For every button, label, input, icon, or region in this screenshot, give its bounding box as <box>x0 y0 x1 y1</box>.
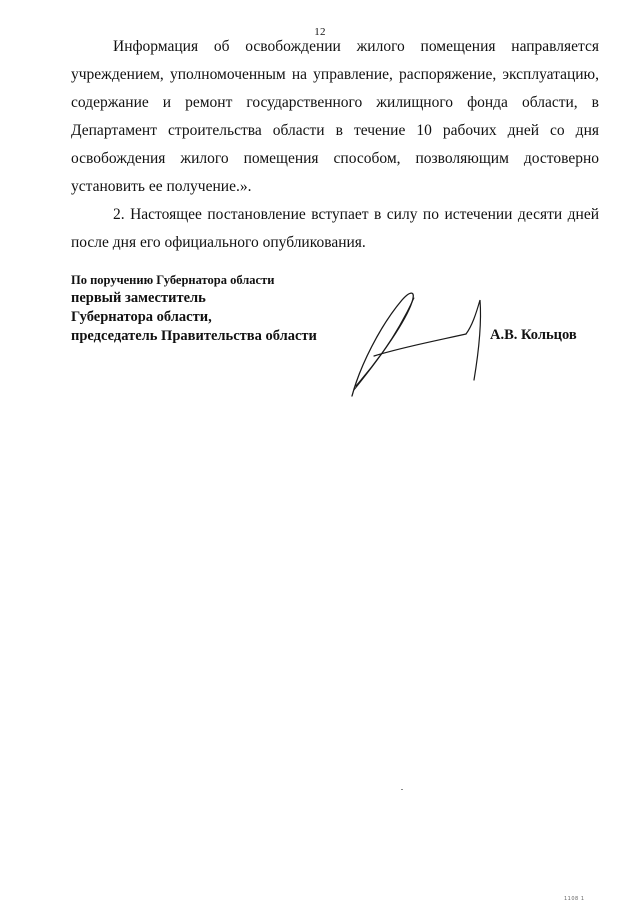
paragraph-line: Информация об освобождении жилого помещения направляется <box>113 38 599 55</box>
signer-name: А.В. Кольцов <box>490 327 577 343</box>
paragraph-line: установить ее получение.». <box>71 178 252 195</box>
page-number: 12 <box>314 26 326 38</box>
signature-block <box>71 271 317 346</box>
paragraph-line: учреждением, уполномоченным на управление, распоряжение, эксплуатацию, <box>71 66 599 83</box>
paragraph-line: содержание и ремонт государственного жилищного фонда области, в <box>71 94 599 111</box>
handwritten-signature <box>340 286 500 402</box>
paragraph-line: после дня его официального опубликования. <box>71 234 366 251</box>
paragraph-2 <box>71 201 599 257</box>
signer-title-line: председатель Правительства области <box>71 328 317 344</box>
paragraph-line: Департамент строительства области в течение 10 рабочих дней со дня <box>71 122 599 139</box>
footer-code: 1108 1 <box>564 896 585 902</box>
signer-title-line: Губернатора области, <box>71 309 212 325</box>
on-behalf-label: По поручению Губернатора области <box>71 273 275 287</box>
scan-speck <box>401 789 403 790</box>
signer-title-line: первый заместитель <box>71 290 206 306</box>
document-body <box>71 33 599 257</box>
paragraph-1 <box>71 33 599 201</box>
paragraph-line: освобождения жилого помещения способом, позволяющим достоверно <box>71 150 599 167</box>
paragraph-line: 2. Настоящее постановление вступает в силу по истечении десяти дней <box>113 206 599 223</box>
